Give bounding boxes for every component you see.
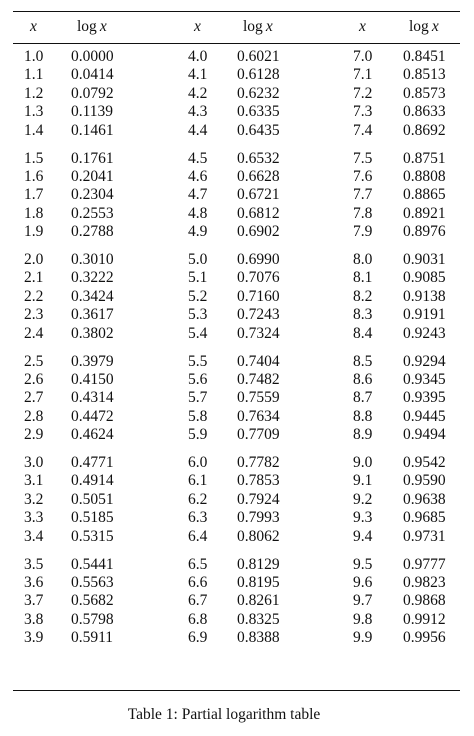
cell-log-x: 0.6532 [237, 149, 280, 167]
cell-x: 7.1 [353, 66, 373, 84]
cell-x: 7.6 [353, 167, 373, 185]
cell-log-x: 0.3979 [71, 352, 114, 370]
cell-log-x: 0.7993 [237, 509, 280, 527]
cell-x: 4.5 [188, 149, 208, 167]
cell-x: 5.9 [188, 426, 208, 444]
cell-log-x: 0.9494 [403, 426, 446, 444]
cell-x: 8.9 [353, 426, 373, 444]
cell-x: 6.1 [188, 472, 208, 490]
cell-log-x: 0.9395 [403, 389, 446, 407]
cell-x: 9.5 [353, 555, 373, 573]
cell-log-x: 0.8388 [237, 629, 280, 647]
cell-x: 9.6 [353, 573, 373, 591]
cell-log-x: 0.9868 [403, 592, 446, 610]
cell-x: 3.4 [24, 527, 44, 545]
cell-x: 2.8 [24, 407, 44, 425]
cell-log-x: 0.9445 [403, 407, 446, 425]
header-log-x [409, 18, 439, 36]
cell-x: 7.7 [353, 186, 373, 204]
cell-x: 8.4 [353, 324, 373, 342]
cell-x: 5.5 [188, 352, 208, 370]
cell-log-x: 0.2041 [71, 167, 114, 185]
cell-x: 1.3 [24, 103, 44, 121]
cell-log-x: 0.6232 [237, 84, 280, 102]
cell-x: 7.5 [353, 149, 373, 167]
cell-x: 9.3 [353, 509, 373, 527]
cell-x: 8.5 [353, 352, 373, 370]
cell-log-x: 0.3010 [71, 251, 114, 268]
cell-x: 2.1 [24, 269, 44, 287]
cell-log-x: 0.4914 [71, 472, 114, 490]
cell-x: 9.8 [353, 610, 373, 628]
cell-x: 4.2 [188, 84, 208, 102]
cell-log-x: 0.9638 [403, 490, 446, 508]
cell-log-x: 0.0792 [71, 84, 114, 102]
cell-x: 3.3 [24, 509, 44, 527]
header-log-word: log [409, 18, 429, 35]
cell-log-x: 0.9191 [403, 306, 446, 324]
cell-x: 2.0 [24, 251, 44, 268]
cell-x: 2.7 [24, 389, 44, 407]
cell-x: 5.1 [188, 269, 208, 287]
cell-x: 4.1 [188, 66, 208, 84]
cell-x: 1.0 [24, 48, 44, 65]
cell-x: 2.2 [24, 287, 44, 305]
cell-x: 1.1 [24, 66, 44, 84]
cell-x: 1.2 [24, 84, 44, 102]
cell-log-x: 0.1761 [71, 149, 114, 167]
cell-x: 9.9 [353, 629, 373, 647]
header-x: x [194, 18, 201, 35]
cell-x: 9.4 [353, 527, 373, 545]
cell-log-x: 0.8062 [237, 527, 280, 545]
cell-x: 1.8 [24, 204, 44, 222]
cell-log-x: 0.3222 [71, 269, 114, 287]
cell-log-x: 0.7634 [237, 407, 280, 425]
cell-x: 7.4 [353, 121, 373, 139]
cell-log-x: 0.3802 [71, 324, 114, 342]
cell-log-x: 0.4771 [71, 454, 114, 471]
cell-log-x: 0.8751 [403, 149, 446, 167]
cell-log-x: 0.7709 [237, 426, 280, 444]
header-x: x [359, 18, 366, 35]
cell-x: 5.4 [188, 324, 208, 342]
cell-x: 1.5 [24, 149, 44, 167]
cell-log-x: 0.8633 [403, 103, 446, 121]
cell-x: 6.9 [188, 629, 208, 647]
cell-log-x: 0.7324 [237, 324, 280, 342]
cell-log-x: 0.8865 [403, 186, 446, 204]
cell-x: 5.7 [188, 389, 208, 407]
cell-log-x: 0.7924 [237, 490, 280, 508]
cell-log-x: 0.9031 [403, 251, 446, 268]
cell-x: 3.2 [24, 490, 44, 508]
header-log-var: x [99, 18, 107, 35]
cell-log-x: 0.5185 [71, 509, 114, 527]
table-header-rule [13, 43, 460, 44]
cell-x: 8.1 [353, 269, 373, 287]
cell-x: 1.9 [24, 223, 44, 241]
cell-log-x: 0.9243 [403, 324, 446, 342]
cell-log-x: 0.9542 [403, 454, 446, 471]
cell-log-x: 0.5911 [71, 629, 114, 647]
cell-x: 4.3 [188, 103, 208, 121]
cell-log-x: 0.6990 [237, 251, 280, 268]
cell-x: 4.9 [188, 223, 208, 241]
cell-log-x: 0.4472 [71, 407, 114, 425]
cell-x: 6.0 [188, 454, 208, 471]
cell-log-x: 0.6628 [237, 167, 280, 185]
cell-log-x: 0.3424 [71, 287, 114, 305]
cell-x: 8.6 [353, 370, 373, 388]
cell-log-x: 0.8808 [403, 167, 446, 185]
cell-x: 7.0 [353, 48, 373, 65]
cell-x: 3.1 [24, 472, 44, 490]
cell-log-x: 0.2304 [71, 186, 114, 204]
cell-log-x: 0.1139 [71, 103, 114, 121]
cell-x: 4.6 [188, 167, 208, 185]
cell-log-x: 0.6812 [237, 204, 280, 222]
table-caption: Table 1: Partial logarithm table [127, 706, 321, 723]
cell-x: 1.7 [24, 186, 44, 204]
cell-x: 3.6 [24, 573, 44, 591]
cell-log-x: 0.7076 [237, 269, 280, 287]
cell-log-x: 0.9777 [403, 555, 446, 573]
cell-x: 6.3 [188, 509, 208, 527]
cell-x: 3.9 [24, 629, 44, 647]
cell-x: 5.3 [188, 306, 208, 324]
cell-x: 8.0 [353, 251, 373, 268]
cell-log-x: 0.8261 [237, 592, 280, 610]
cell-log-x: 0.5798 [71, 610, 114, 628]
table-bottom-rule [13, 690, 460, 691]
cell-log-x: 0.6721 [237, 186, 280, 204]
cell-x: 6.2 [188, 490, 208, 508]
cell-log-x: 0.4314 [71, 389, 114, 407]
table-top-rule [13, 11, 460, 12]
cell-log-x: 0.7482 [237, 370, 280, 388]
cell-x: 8.2 [353, 287, 373, 305]
cell-x: 1.6 [24, 167, 44, 185]
cell-log-x: 0.1461 [71, 121, 114, 139]
cell-log-x: 0.9085 [403, 269, 446, 287]
cell-x: 9.2 [353, 490, 373, 508]
cell-log-x: 0.2553 [71, 204, 114, 222]
cell-x: 7.3 [353, 103, 373, 121]
cell-x: 7.2 [353, 84, 373, 102]
header-log-word: log [77, 18, 97, 35]
cell-x: 6.4 [188, 527, 208, 545]
cell-x: 5.8 [188, 407, 208, 425]
cell-x: 4.4 [188, 121, 208, 139]
cell-log-x: 0.2788 [71, 223, 114, 241]
cell-x: 8.8 [353, 407, 373, 425]
cell-log-x: 0.8921 [403, 204, 446, 222]
cell-x: 5.0 [188, 251, 208, 268]
cell-log-x: 0.6335 [237, 103, 280, 121]
cell-x: 5.6 [188, 370, 208, 388]
header-log-var: x [265, 18, 273, 35]
header-x: x [30, 18, 37, 35]
cell-log-x: 0.4150 [71, 370, 114, 388]
cell-log-x: 0.6021 [237, 48, 280, 65]
cell-x: 4.0 [188, 48, 208, 65]
cell-log-x: 0.5315 [71, 527, 114, 545]
cell-x: 8.3 [353, 306, 373, 324]
cell-x: 6.8 [188, 610, 208, 628]
cell-log-x: 0.9590 [403, 472, 446, 490]
cell-log-x: 0.8692 [403, 121, 446, 139]
cell-x: 2.9 [24, 426, 44, 444]
cell-log-x: 0.9138 [403, 287, 446, 305]
header-log-x [77, 18, 107, 36]
cell-log-x: 0.4624 [71, 426, 114, 444]
cell-log-x: 0.8573 [403, 84, 446, 102]
cell-log-x: 0.8976 [403, 223, 446, 241]
cell-log-x: 0.3617 [71, 306, 114, 324]
cell-x: 6.7 [188, 592, 208, 610]
cell-log-x: 0.5682 [71, 592, 114, 610]
cell-log-x: 0.8195 [237, 573, 280, 591]
cell-x: 7.8 [353, 204, 373, 222]
cell-x: 3.5 [24, 555, 44, 573]
cell-log-x: 0.0414 [71, 66, 114, 84]
logarithm-table [13, 0, 460, 736]
cell-log-x: 0.7243 [237, 306, 280, 324]
cell-log-x: 0.8451 [403, 48, 446, 65]
cell-log-x: 0.9294 [403, 352, 446, 370]
cell-x: 3.8 [24, 610, 44, 628]
cell-log-x: 0.6128 [237, 66, 280, 84]
cell-log-x: 0.9823 [403, 573, 446, 591]
cell-x: 9.1 [353, 472, 373, 490]
cell-log-x: 0.5441 [71, 555, 114, 573]
cell-x: 2.3 [24, 306, 44, 324]
cell-log-x: 0.9345 [403, 370, 446, 388]
cell-log-x: 0.8513 [403, 66, 446, 84]
cell-log-x: 0.7782 [237, 454, 280, 471]
cell-x: 2.5 [24, 352, 44, 370]
cell-x: 2.6 [24, 370, 44, 388]
cell-x: 5.2 [188, 287, 208, 305]
cell-log-x: 0.0000 [71, 48, 114, 65]
cell-x: 6.6 [188, 573, 208, 591]
cell-x: 3.0 [24, 454, 44, 471]
cell-x: 4.8 [188, 204, 208, 222]
cell-log-x: 0.8129 [237, 555, 280, 573]
cell-x: 1.4 [24, 121, 44, 139]
cell-log-x: 0.8325 [237, 610, 280, 628]
cell-log-x: 0.9685 [403, 509, 446, 527]
cell-log-x: 0.5563 [71, 573, 114, 591]
header-log-word: log [243, 18, 263, 35]
header-log-var: x [431, 18, 439, 35]
cell-x: 9.0 [353, 454, 373, 471]
cell-x: 6.5 [188, 555, 208, 573]
cell-x: 7.9 [353, 223, 373, 241]
cell-log-x: 0.6435 [237, 121, 280, 139]
cell-x: 9.7 [353, 592, 373, 610]
cell-x: 2.4 [24, 324, 44, 342]
cell-log-x: 0.9912 [403, 610, 446, 628]
cell-log-x: 0.5051 [71, 490, 114, 508]
cell-x: 3.7 [24, 592, 44, 610]
cell-x: 4.7 [188, 186, 208, 204]
cell-log-x: 0.9956 [403, 629, 446, 647]
cell-x: 8.7 [353, 389, 373, 407]
cell-log-x: 0.9731 [403, 527, 446, 545]
cell-log-x: 0.7404 [237, 352, 280, 370]
cell-log-x: 0.6902 [237, 223, 280, 241]
cell-log-x: 0.7853 [237, 472, 280, 490]
cell-log-x: 0.7160 [237, 287, 280, 305]
cell-log-x: 0.7559 [237, 389, 280, 407]
header-log-x [243, 18, 273, 36]
